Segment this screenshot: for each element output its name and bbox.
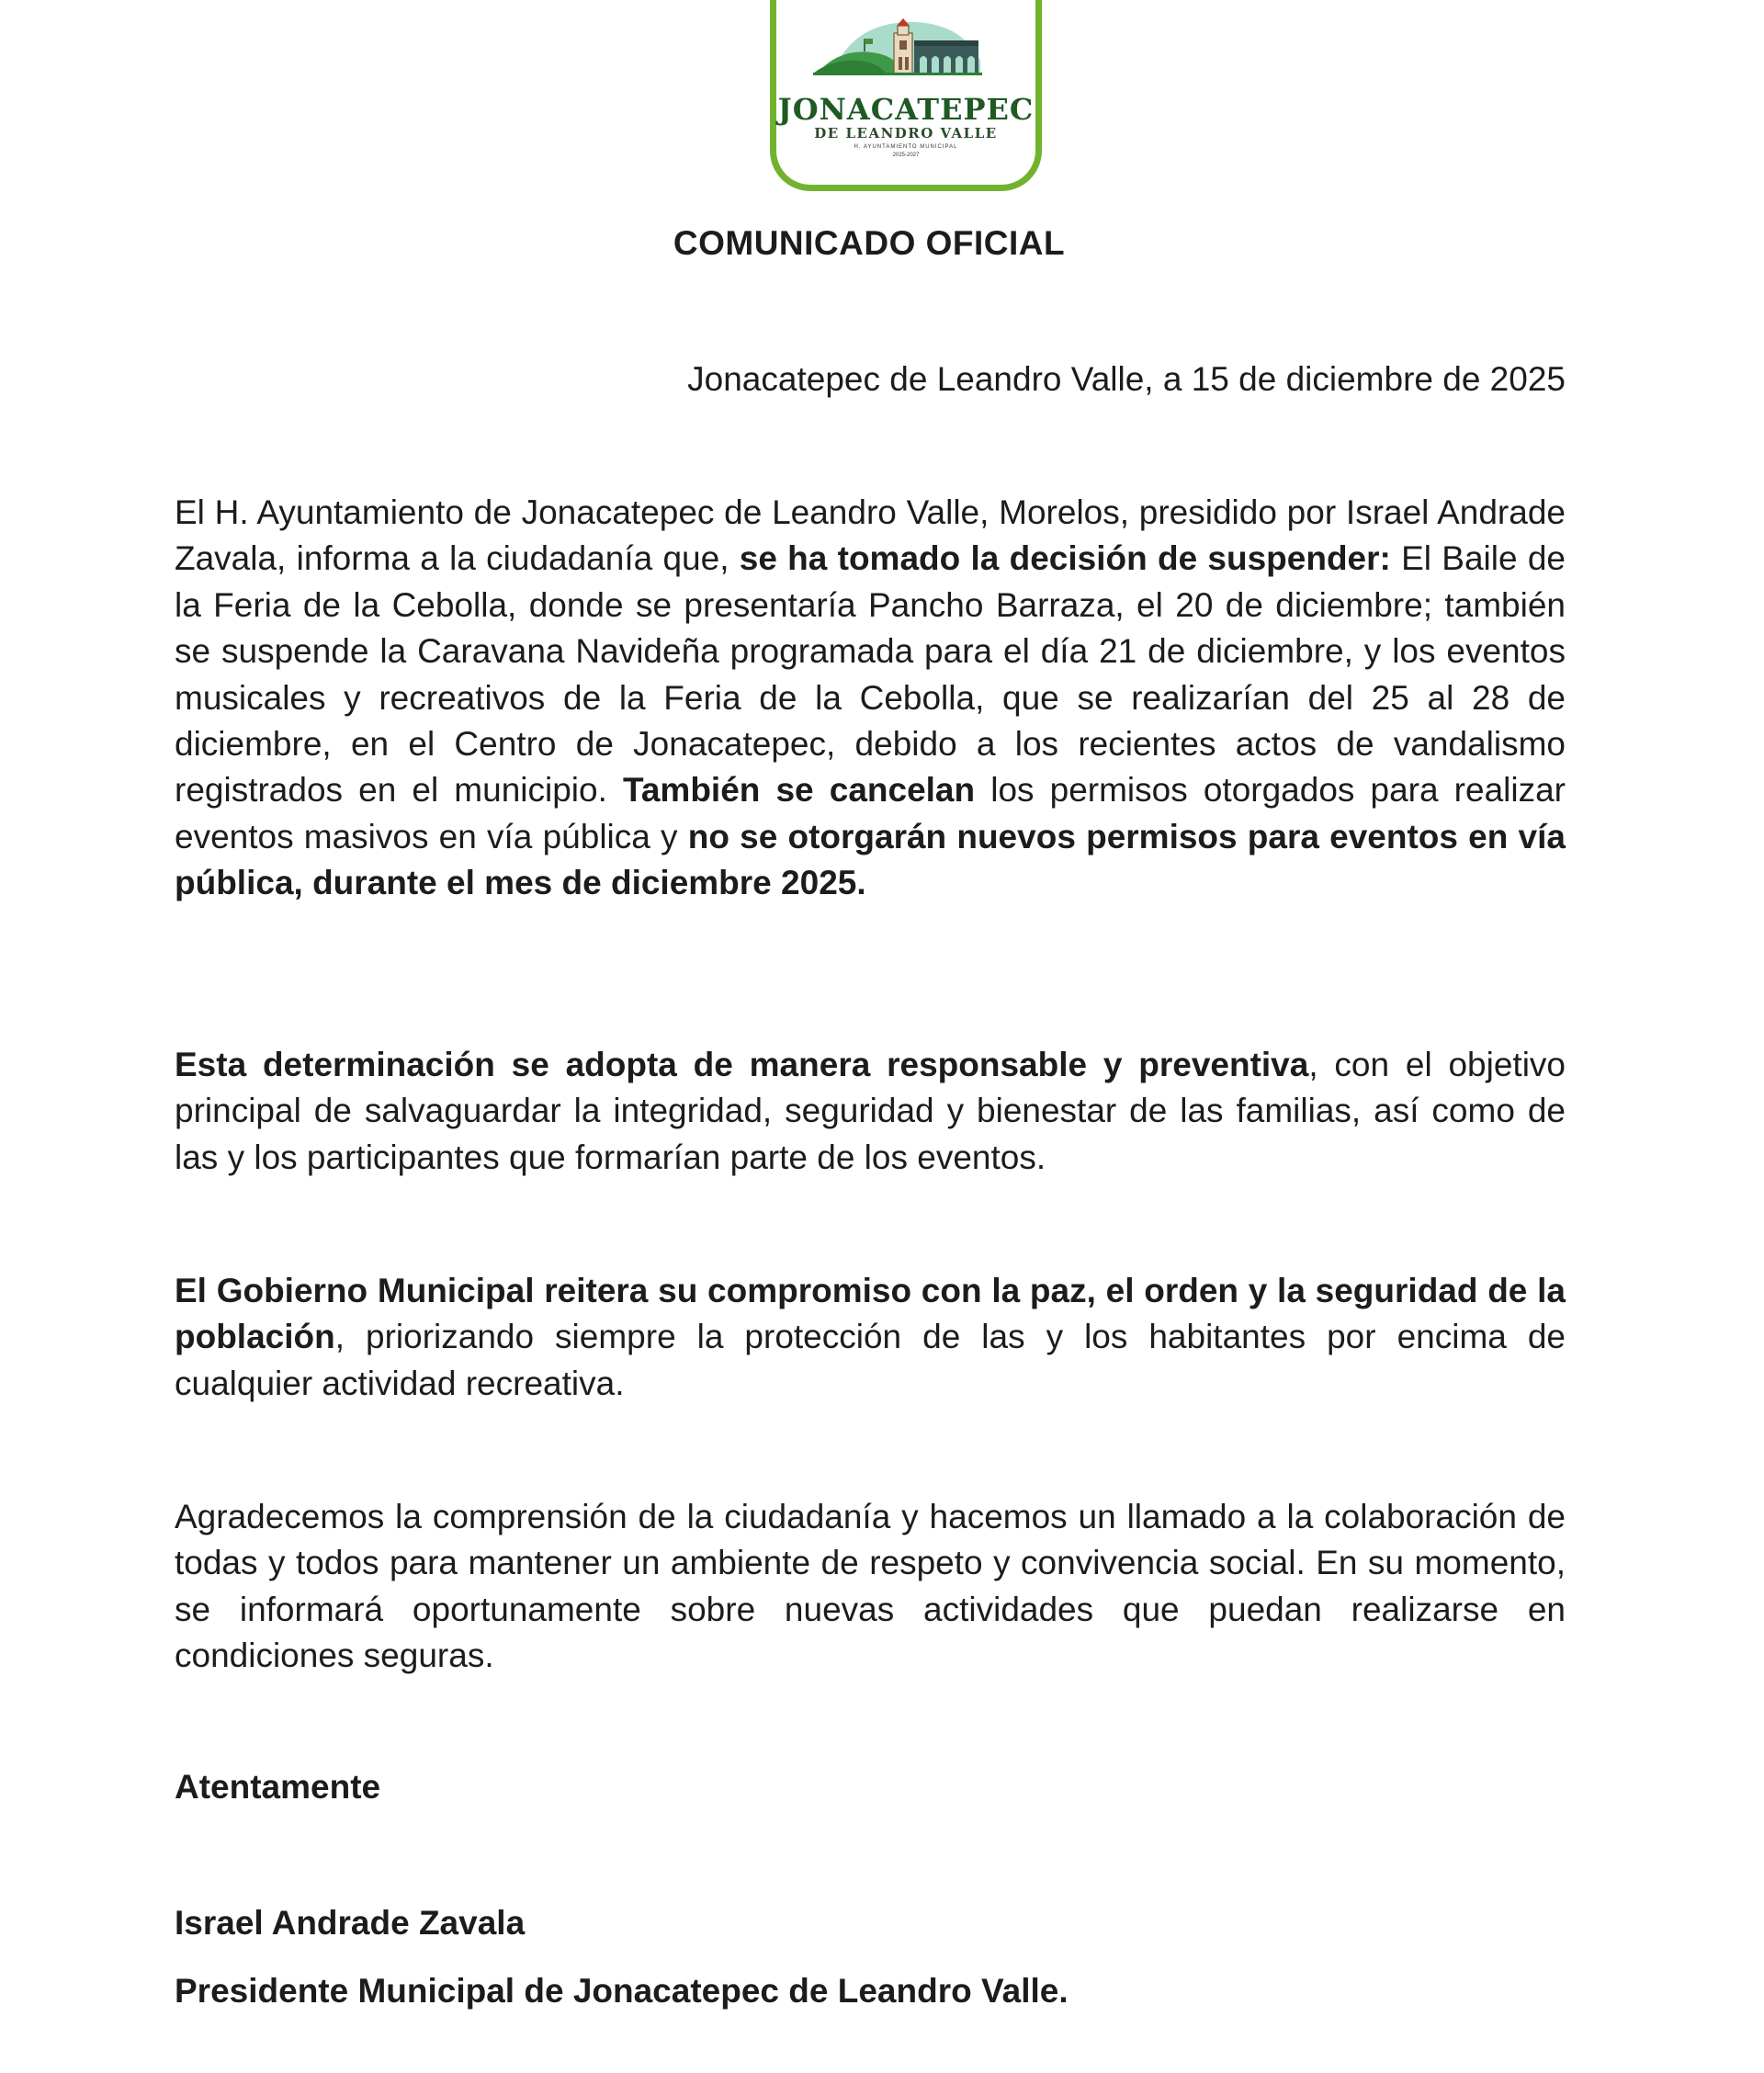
paragraph-segment-bold: no se otorgarán nuevos permisos para eventos en vía pública, durante el mes de diciembre 2025. <box>175 817 1566 902</box>
paragraph-segment-bold: También se cancelan <box>622 771 976 810</box>
municipal-logo <box>770 0 1042 191</box>
paragraph-segment-bold: Esta determinación se adopta de manera responsable y preventiva <box>175 1046 1309 1083</box>
paragraph-segment: , priorizando siempre la protección de las y los habitantes por encima de cualquier actividad recreativa. <box>175 1318 1566 1402</box>
logo-small-text: H. AYUNTAMIENTO MUNICIPAL <box>854 144 958 150</box>
signer-name: Israel Andrade Zavala <box>175 1904 526 1942</box>
document-title: COMUNICADO OFICIAL <box>673 224 1066 262</box>
logo-subtitle: DE LEANDRO VALLE <box>814 125 998 142</box>
logo-years: 2025-2027 <box>892 153 920 158</box>
logo-title: JONACATEPEC <box>777 92 1035 127</box>
paragraph-segment: El Baile de la Feria de la Cebolla, donde se presentaría Pancho Barraza, el 20 de diciembre; también se suspende la Caravana Navideña programada para el día 21 de diciembre, y los eventos musicales y recreativos de la Feria de la Cebolla, que se realizarían del 25 al 28 de diciembre, en el Centro de Jonacatepec, debido a los recientes actos de vandalismo registrados en el municipio. <box>175 539 1566 810</box>
document-date: Jonacatepec de Leandro Valle, a 15 de diciembre de 2025 <box>687 360 1566 398</box>
closing-text: Atentamente <box>175 1768 381 1806</box>
signer-role: Presidente Municipal de Jonacatepec de Leandro Valle. <box>175 1972 1069 2010</box>
paragraph-segment: los permisos otorgados para realizar eventos masivos en vía pública y <box>175 771 1566 855</box>
paragraph-determination <box>175 1042 1566 1181</box>
paragraph-thanks <box>175 1494 1566 1680</box>
paragraph-segment: El H. Ayuntamiento de Jonacatepec de Leandro Valle, Morelos, presidido por Israel Andrade Zavala, informa a la ciudadanía que, <box>175 493 1566 578</box>
paragraph-commitment <box>175 1268 1566 1407</box>
paragraph-segment: Agradecemos la comprensión de la ciudadanía y hacemos un llamado a la colaboración de todas y todos para mantener un ambiente de respeto y convivencia social. En su momento, se informará oportunamente sobre nuevas actividades que puedan realizarse en condiciones seguras. <box>175 1498 1566 1675</box>
paragraph-segment: , con el objetivo principal de salvaguardar la integridad, seguridad y bienestar de las familias, así como de las y los participantes que formarían parte de los eventos. <box>175 1046 1566 1176</box>
paragraph-segment-bold: se ha tomado la decisión de suspender: <box>739 539 1391 578</box>
paragraph-segment-bold: El Gobierno Municipal reitera su compromiso con la paz, el orden y la seguridad de la población <box>175 1272 1566 1356</box>
paragraph-suspension <box>175 490 1566 907</box>
logo-emblem-icon <box>776 0 1035 101</box>
